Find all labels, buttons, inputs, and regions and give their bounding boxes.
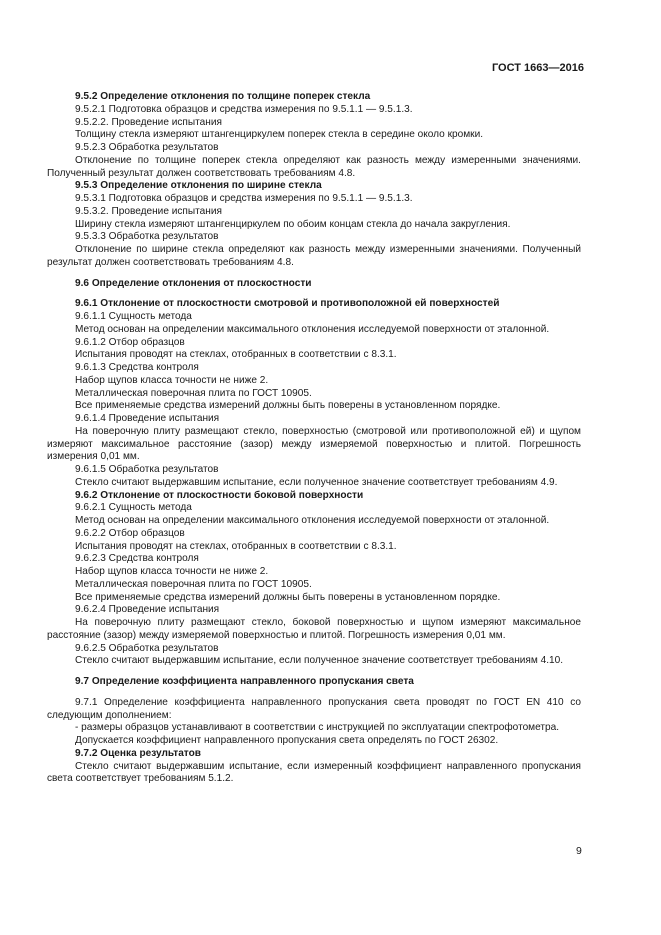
paragraph: 9.6.1.5 Обработка результатов bbox=[75, 464, 219, 475]
paragraph: Испытания проводят на стеклах, отобранных в соответствии с 8.3.1. bbox=[75, 349, 397, 361]
paragraph: 9.5.3.2. Проведение испытания bbox=[75, 205, 222, 217]
paragraph: 9.6.2.5 Обработка результатов bbox=[75, 642, 219, 654]
paragraph: 9.6.1.2 Отбор образцов bbox=[75, 336, 185, 348]
paragraph: - размеры образцов устанавливают в соответствии с инструкцией по эксплуатации спектрофотометра. bbox=[75, 722, 560, 734]
paragraph: 9.6.2.3 Средства контроля bbox=[75, 553, 199, 565]
paragraph: Набор щупов класса точности не ниже 2. bbox=[75, 374, 269, 386]
paragraph: Все применяемые средства измерений должны быть поверены в установленном порядке. bbox=[75, 400, 501, 412]
paragraph: Толщину стекла измеряют штангенциркулем поперек стекла в середине около кромки. bbox=[75, 129, 484, 141]
heading-9-5-2: 9.5.2 Определение отклонения по толщине поперек стекла bbox=[75, 91, 371, 102]
paragraph: Стекло считают выдержавшим испытание, если полученное значение соответствует требованиям 4.9. bbox=[75, 476, 558, 488]
paragraph: Стекло считают выдержавшим испытание, если измеренный коэффициент направленного пропускания света соответствует требованиям 5.1.2. bbox=[47, 760, 581, 785]
paragraph: 9.5.2.1 Подготовка образцов и средства измерения по 9.5.1.1 — 9.5.1.3. bbox=[75, 103, 413, 115]
paragraph: Испытания проводят на стеклах, отобранных в соответствии с 8.3.1. bbox=[75, 540, 397, 552]
paragraph: 9.5.3.3 Обработка результатов bbox=[75, 231, 219, 243]
document-body bbox=[47, 91, 581, 786]
paragraph: Стекло считают выдержавшим испытание, если полученное значение соответствует требованиям 4.10. bbox=[75, 655, 564, 667]
heading-9-7: 9.7 Определение коэффициента направленного пропускания света bbox=[75, 676, 414, 687]
heading-9-6: 9.6 Определение отклонения от плоскостности bbox=[75, 277, 312, 289]
paragraph: 9.5.2.2. Проведение испытания bbox=[75, 116, 222, 128]
paragraph: Набор щупов класса точности не ниже 2. bbox=[75, 566, 269, 577]
paragraph: 9.6.1.1 Сущность метода bbox=[75, 311, 192, 322]
document-header: ГОСТ 1663—2016 bbox=[491, 62, 584, 74]
paragraph: Ширину стекла измеряют штангенциркулем по обоим концам стекла до начала закругления. bbox=[75, 218, 511, 230]
paragraph: 9.6.2.2 Отбор образцов bbox=[75, 527, 185, 539]
paragraph: 9.6.2.4 Проведение испытания bbox=[75, 604, 220, 616]
paragraph: Метод основан на определении максимального отклонения исследуемой поверхности от эталонной. bbox=[75, 515, 550, 526]
paragraph: На поверочную плиту размещают стекло, боковой поверхностью и щупом измеряют максимальное расстояние (зазор) между измеряемой поверхностью и плитой. Погрешность измерения 0,01 мм. bbox=[47, 617, 581, 641]
heading-9-6-2: 9.6.2 Отклонение от плоскостности боковой поверхности bbox=[75, 489, 364, 501]
paragraph: 9.6.1.3 Средства контроля bbox=[75, 362, 199, 373]
paragraph: 9.5.3.1 Подготовка образцов и средства измерения по 9.5.1.1 — 9.5.1.3. bbox=[75, 193, 413, 204]
paragraph: Металлическая поверочная плита по ГОСТ 10905. bbox=[75, 578, 312, 590]
paragraph: Допускается коэффициент направленного пропускания света определять по ГОСТ 26302. bbox=[75, 735, 499, 746]
paragraph: 9.5.2.3 Обработка результатов bbox=[75, 142, 219, 153]
paragraph: 9.7.1 Определение коэффициента направленного пропускания света проводят по ГОСТ EN 410 со следующим дополнением: bbox=[47, 696, 581, 721]
page-number: 9 bbox=[576, 845, 582, 857]
paragraph: На поверочную плиту размещают стекло, поверхностью (смотровой или противоположной ей) и щупом измеряют максимальное расстояние (зазор) между измеряемой поверхностью и плитой. Погрешность измерения 0,01 мм. bbox=[47, 425, 581, 463]
paragraph: 9.6.2.1 Сущность метода bbox=[75, 502, 192, 514]
paragraph: Отклонение по толщине поперек стекла определяют как разность между измеренными значениями. Полученный результат должен соответствовать требованиям 4.8. bbox=[47, 154, 581, 179]
paragraph: Металлическая поверочная плита по ГОСТ 10905. bbox=[75, 387, 312, 399]
heading-9-6-1: 9.6.1 Отклонение от плоскостности смотровой и противоположной ей поверхностей bbox=[75, 298, 500, 310]
paragraph: Отклонение по ширине стекла определяют как разность между измеренными значениями. Полученный результат должен соответствовать требованиям 4.8. bbox=[47, 244, 581, 268]
heading-9-5-3: 9.5.3 Определение отклонения по ширине стекла bbox=[75, 180, 322, 192]
paragraph: Метод основан на определении максимального отклонения исследуемой поверхности от эталонной. bbox=[75, 323, 550, 335]
paragraph: 9.6.1.4 Проведение испытания bbox=[75, 413, 220, 424]
paragraph: Все применяемые средства измерений должны быть поверены в установленном порядке. bbox=[75, 591, 501, 603]
heading-9-7-2: 9.7.2 Оценка результатов bbox=[75, 747, 201, 759]
